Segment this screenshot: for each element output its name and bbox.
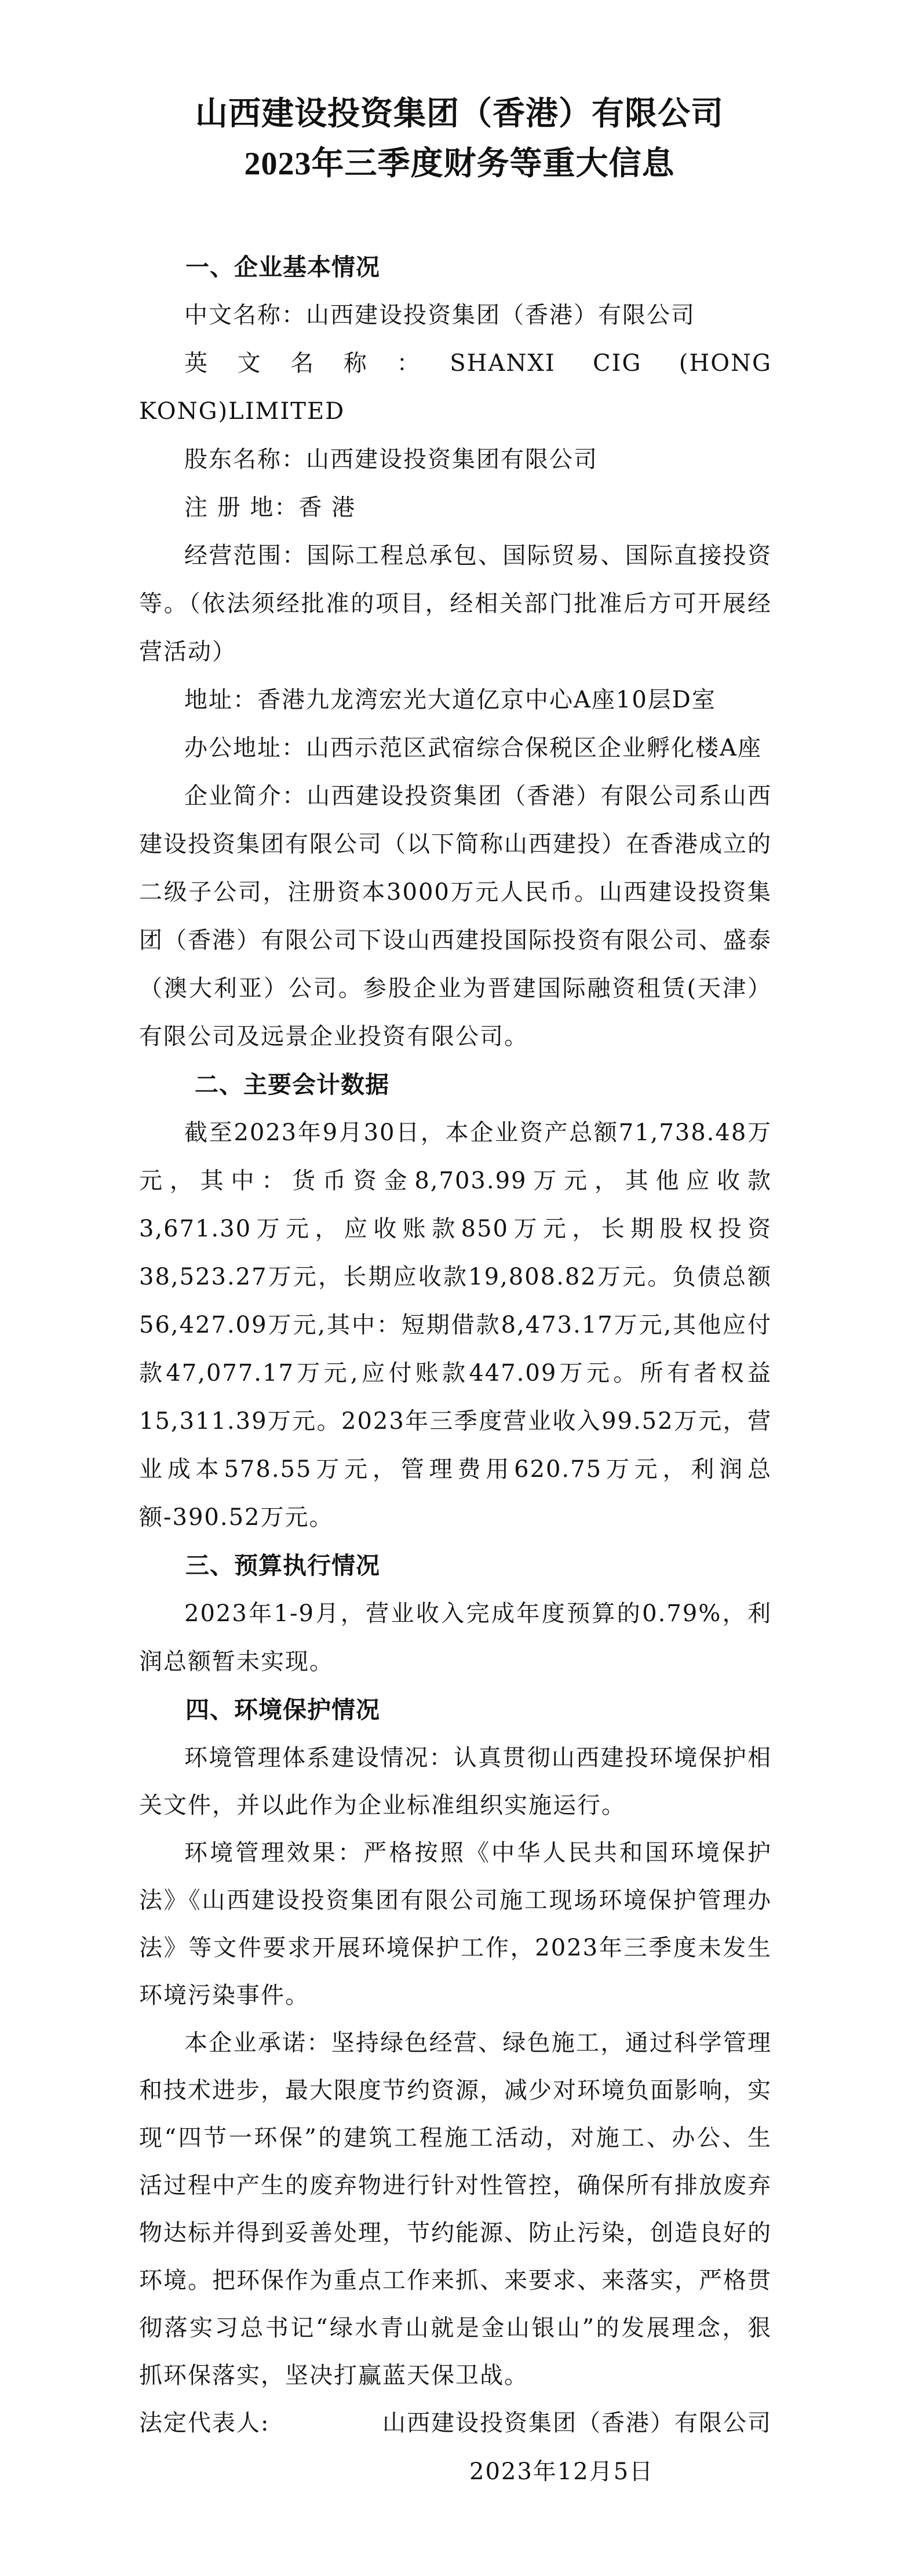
legal-representative-label: 法定代表人: [139, 2410, 270, 2436]
section-heading: 二、主要会计数据 [195, 1071, 389, 1099]
env-commitment-paragraph: 本企业承诺：坚持绿色经营、绿色施工，通过科学管理和技术进步，最大限度节约资源，减少对环境负面影响，实现“四节一环保”的建筑工程施工活动，对施工、办公、生活过程中产生的废弃物进行针对性管控，确保所有排放废弃物达标并得到妥善处理，节约能源、防止污染，创造良好的环境。把环保作为重点工作来抓、来要求、来落实，严格贯彻落实习总书记“绿水青山就是金山银山”的发展理念，狠抓环保落实，坚决打赢蓝天保卫战。 [139, 2030, 772, 2389]
section-budget [139, 1542, 772, 1686]
business-scope: 经营范围：国际工程总承包、国际贸易、国际直接投资等。（依法须经批准的项目，经相关部门批准后方可开展经营活动） [139, 542, 772, 665]
shareholder-name: 股东名称：山西建设投资集团有限公司 [184, 446, 598, 473]
section-heading: 三、预算执行情况 [185, 1552, 380, 1579]
signature-company: 山西建设投资集团（香港）有限公司 [382, 2410, 772, 2436]
section-heading: 四、环境保护情况 [185, 1696, 380, 1724]
office-address: 办公地址：山西示范区武宿综合保税区企业孵化楼A座 [184, 735, 762, 761]
section-accounting-data [139, 1061, 772, 1542]
document-title-line-1: 山西建设投资集团（香港）有限公司 [195, 96, 724, 132]
document-title-line-2: 2023年三季度财务等重大信息 [244, 146, 675, 182]
env-effect-paragraph: 环境管理效果：严格按照《中华人民共和国环境保护法》《山西建设投资集团有限公司施工现场环境保护管理办法》等文件要求开展环境保护工作，2023年三季度未发生环境污染事件。 [139, 1840, 772, 2009]
section-heading: 一、企业基本情况 [185, 253, 380, 281]
env-system-paragraph: 环境管理体系建设情况：认真贯彻山西建投环境保护相关文件，并以此作为企业标准组织实施运行。 [139, 1745, 772, 1819]
english-name: 英文名称：SHANXI CIG (HONG KONG)LIMITED [139, 350, 772, 425]
budget-paragraph: 2023年1-9月，营业收入完成年度预算的0.79%，利润总额暂未实现。 [139, 1600, 772, 1675]
section-environment [139, 1686, 772, 2399]
address: 地址：香港九龙湾宏光大道亿京中心A座10层D室 [184, 687, 716, 713]
company-profile: 企业简介：山西建设投资集团（香港）有限公司系山西建设投资集团有限公司（以下简称山西建投）在香港成立的二级子公司，注册资本3000万元人民币。山西建设投资集团（香港）有限公司下设山西建投国际投资有限公司、盛泰（澳大利亚）公司。参股企业为晋建国际融资租赁(天津）有限公司及远景企业投资有限公司。 [139, 783, 772, 1050]
section-basic-info [139, 243, 772, 1061]
chinese-name: 中文名称：山西建设投资集团（香港）有限公司 [184, 302, 695, 329]
signature-date: 2023年12月5日 [469, 2458, 654, 2485]
registered-place: 注 册 地：香 港 [184, 494, 356, 521]
accounting-paragraph: 截至2023年9月30日，本企业资产总额71,738.48万元，其中：货币资金8,703.99万元，其他应收款3,671.30万元，应收账款850万元，长期股权投资38,523.27万元，长期应收款19,808.82万元。负债总额56,427.09万元,其中：短期借款8,473.17万元,其他应付款47,077.17万元,应付账款447.09万元。所有者权益15,311.39万元。2023年三季度营业收入99.52万元，营业成本578.55万元，管理费用620.75万元，利润总额-390.52万元。 [139, 1119, 772, 1531]
